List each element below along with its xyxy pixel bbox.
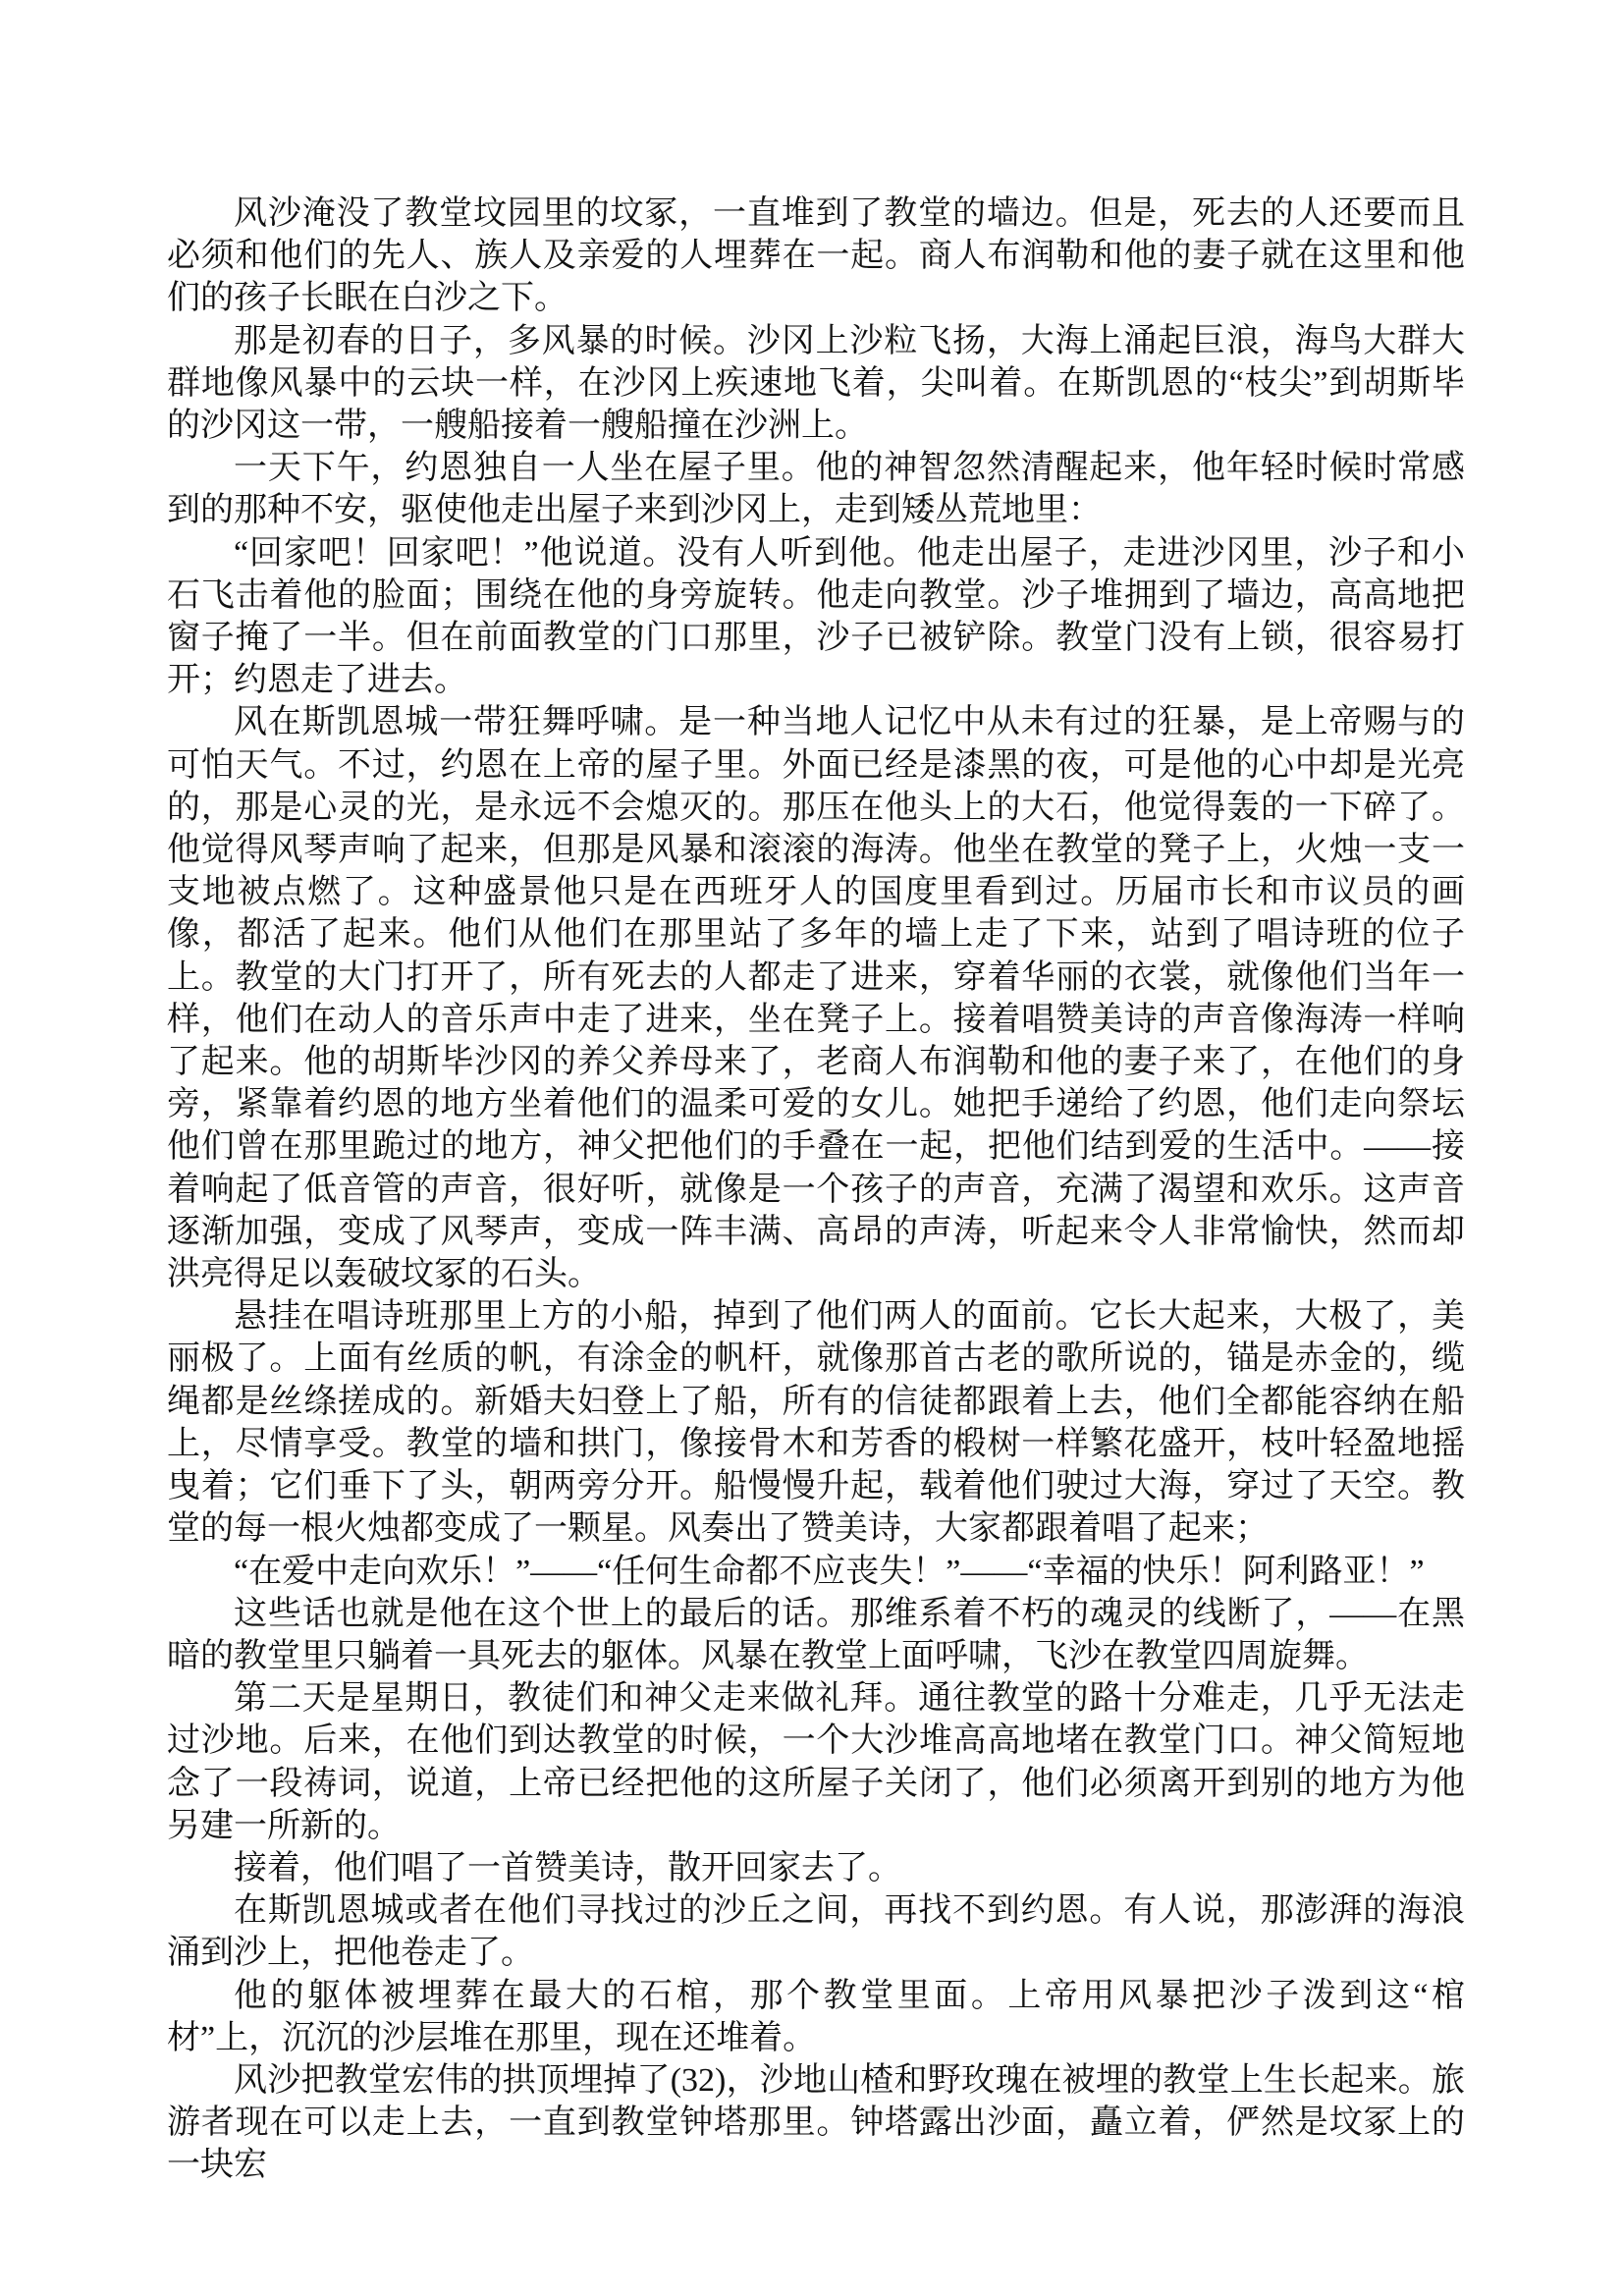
paragraph: 风沙把教堂宏伟的拱顶埋掉了(32)，沙地山楂和野玫瑰在被埋的教堂上生长起来。旅游者现在可以走上去，一直到教堂钟塔那里。钟塔露出沙面，矗立着，俨然是坟冢上的一块宏 bbox=[167, 2061, 1465, 2184]
paragraph: 接着，他们唱了一首赞美诗，散开回家去了。 bbox=[234, 1849, 901, 1886]
paragraph: 风沙淹没了教堂坟园里的坟冢，一直堆到了教堂的墙边。但是，死去的人还要而且必须和他们的先人、族人及亲爱的人埋葬在一起。商人布润勒和他的妻子就在这里和他们的孩子长眠在白沙之下。 bbox=[167, 195, 1465, 317]
paragraph: 第二天是星期日，教徒们和神父走来做礼拜。通往教堂的路十分难走，几乎无法走过沙地。后来，在他们到达教堂的时候，一个大沙堆高高地堵在教堂门口。神父简短地念了一段祷词，说道，上帝已经把他的这所屋子关闭了，他们必须离开到别的地方为他另建一所新的。 bbox=[167, 1680, 1465, 1844]
paragraph: “在爱中走向欢乐！”——“任何生命都不应丧失！”——“幸福的快乐！阿利路亚！” bbox=[234, 1553, 1425, 1590]
paragraph: 这些话也就是他在这个世上的最后的话。那维系着不朽的魂灵的线断了，——在黑暗的教堂里只躺着一具死去的躯体。风暴在教堂上面呼啸，飞沙在教堂四周旋舞。 bbox=[167, 1595, 1465, 1674]
paragraph: 悬挂在唱诗班那里上方的小船，掉到了他们两人的面前。它长大起来，大极了，美丽极了。上面有丝质的帆，有涂金的帆杆，就像那首古老的歌所说的，锚是赤金的，缆绳都是丝绦搓成的。新婚夫妇登上了船，所有的信徒都跟着上去，他们全都能容纳在船上，尽情享受。教堂的墙和拱门，像接骨木和芳香的椴树一样繁花盛开，枝叶轻盈地摇曳着；它们垂下了头，朝两旁分开。船慢慢升起，载着他们驶过大海，穿过了天空。教堂的每一根火烛都变成了一颗星。风奏出了赞美诗，大家都跟着唱了起来； bbox=[167, 1298, 1465, 1548]
paragraph: 在斯凯恩城或者在他们寻找过的沙丘之间，再找不到约恩。有人说，那澎湃的海浪涌到沙上，把他卷走了。 bbox=[167, 1892, 1465, 1972]
body-text bbox=[167, 192, 1465, 2187]
paragraph: 那是初春的日子，多风暴的时候。沙冈上沙粒飞扬，大海上涌起巨浪，海鸟大群大群地像风暴中的云块一样，在沙冈上疾速地飞着，尖叫着。在斯凯恩的“枝尖”到胡斯毕的沙冈这一带，一艘船接着一艘船撞在沙洲上。 bbox=[167, 322, 1465, 445]
paragraph: 一天下午，约恩独自一人坐在屋子里。他的神智忽然清醒起来，他年轻时候时常感到的那种不安，驱使他走出屋子来到沙冈上，走到矮丛荒地里： bbox=[167, 450, 1465, 529]
paragraph: “回家吧！回家吧！”他说道。没有人听到他。他走出屋子，走进沙冈里，沙子和小石飞击着他的脸面；围绕在他的身旁旋转。他走向教堂。沙子堆拥到了墙边，高高地把窗子掩了一半。但在前面教堂的门口那里，沙子已被铲除。教堂门没有上锁，很容易打开；约恩走了进去。 bbox=[167, 534, 1465, 699]
paragraph: 风在斯凯恩城一带狂舞呼啸。是一种当地人记忆中从未有过的狂暴，是上帝赐与的可怕天气。不过，约恩在上帝的屋子里。外面已经是漆黑的夜，可是他的心中却是光亮的，那是心灵的光，是永远不会熄灭的。那压在他头上的大石，他觉得轰的一下碎了。他觉得风琴声响了起来，但那是风暴和滚滚的海涛。他坐在教堂的凳子上，火烛一支一支地被点燃了。这种盛景他只是在西班牙人的国度里看到过。历届市长和市议员的画像，都活了起来。他们从他们在那里站了多年的墙上走了下来，站到了唱诗班的位子上。教堂的大门打开了，所有死去的人都走了进来，穿着华丽的衣裳，就像他们当年一样，他们在动人的音乐声中走了进来，坐在凳子上。接着唱赞美诗的声音像海涛一样响了起来。他的胡斯毕沙冈的养父养母来了，老商人布润勒和他的妻子来了，在他们的身旁，紧靠着约恩的地方坐着他们的温柔可爱的女儿。她把手递给了约恩，他们走向祭坛他们曾在那里跪过的地方，神父把他们的手叠在一起，把他们结到爱的生活中。——接着响起了低音管的声音，很好听，就像是一个孩子的声音，充满了渴望和欢乐。这声音逐渐加强，变成了风琴声，变成一阵丰满、高昂的声涛，听起来令人非常愉快，然而却洪亮得足以轰破坟冢的石头。 bbox=[167, 704, 1465, 1293]
paragraph: 他的躯体被埋葬在最大的石棺，那个教堂里面。上帝用风暴把沙子泼到这“棺材”上，沉沉的沙层堆在那里，现在还堆着。 bbox=[167, 1977, 1465, 2056]
